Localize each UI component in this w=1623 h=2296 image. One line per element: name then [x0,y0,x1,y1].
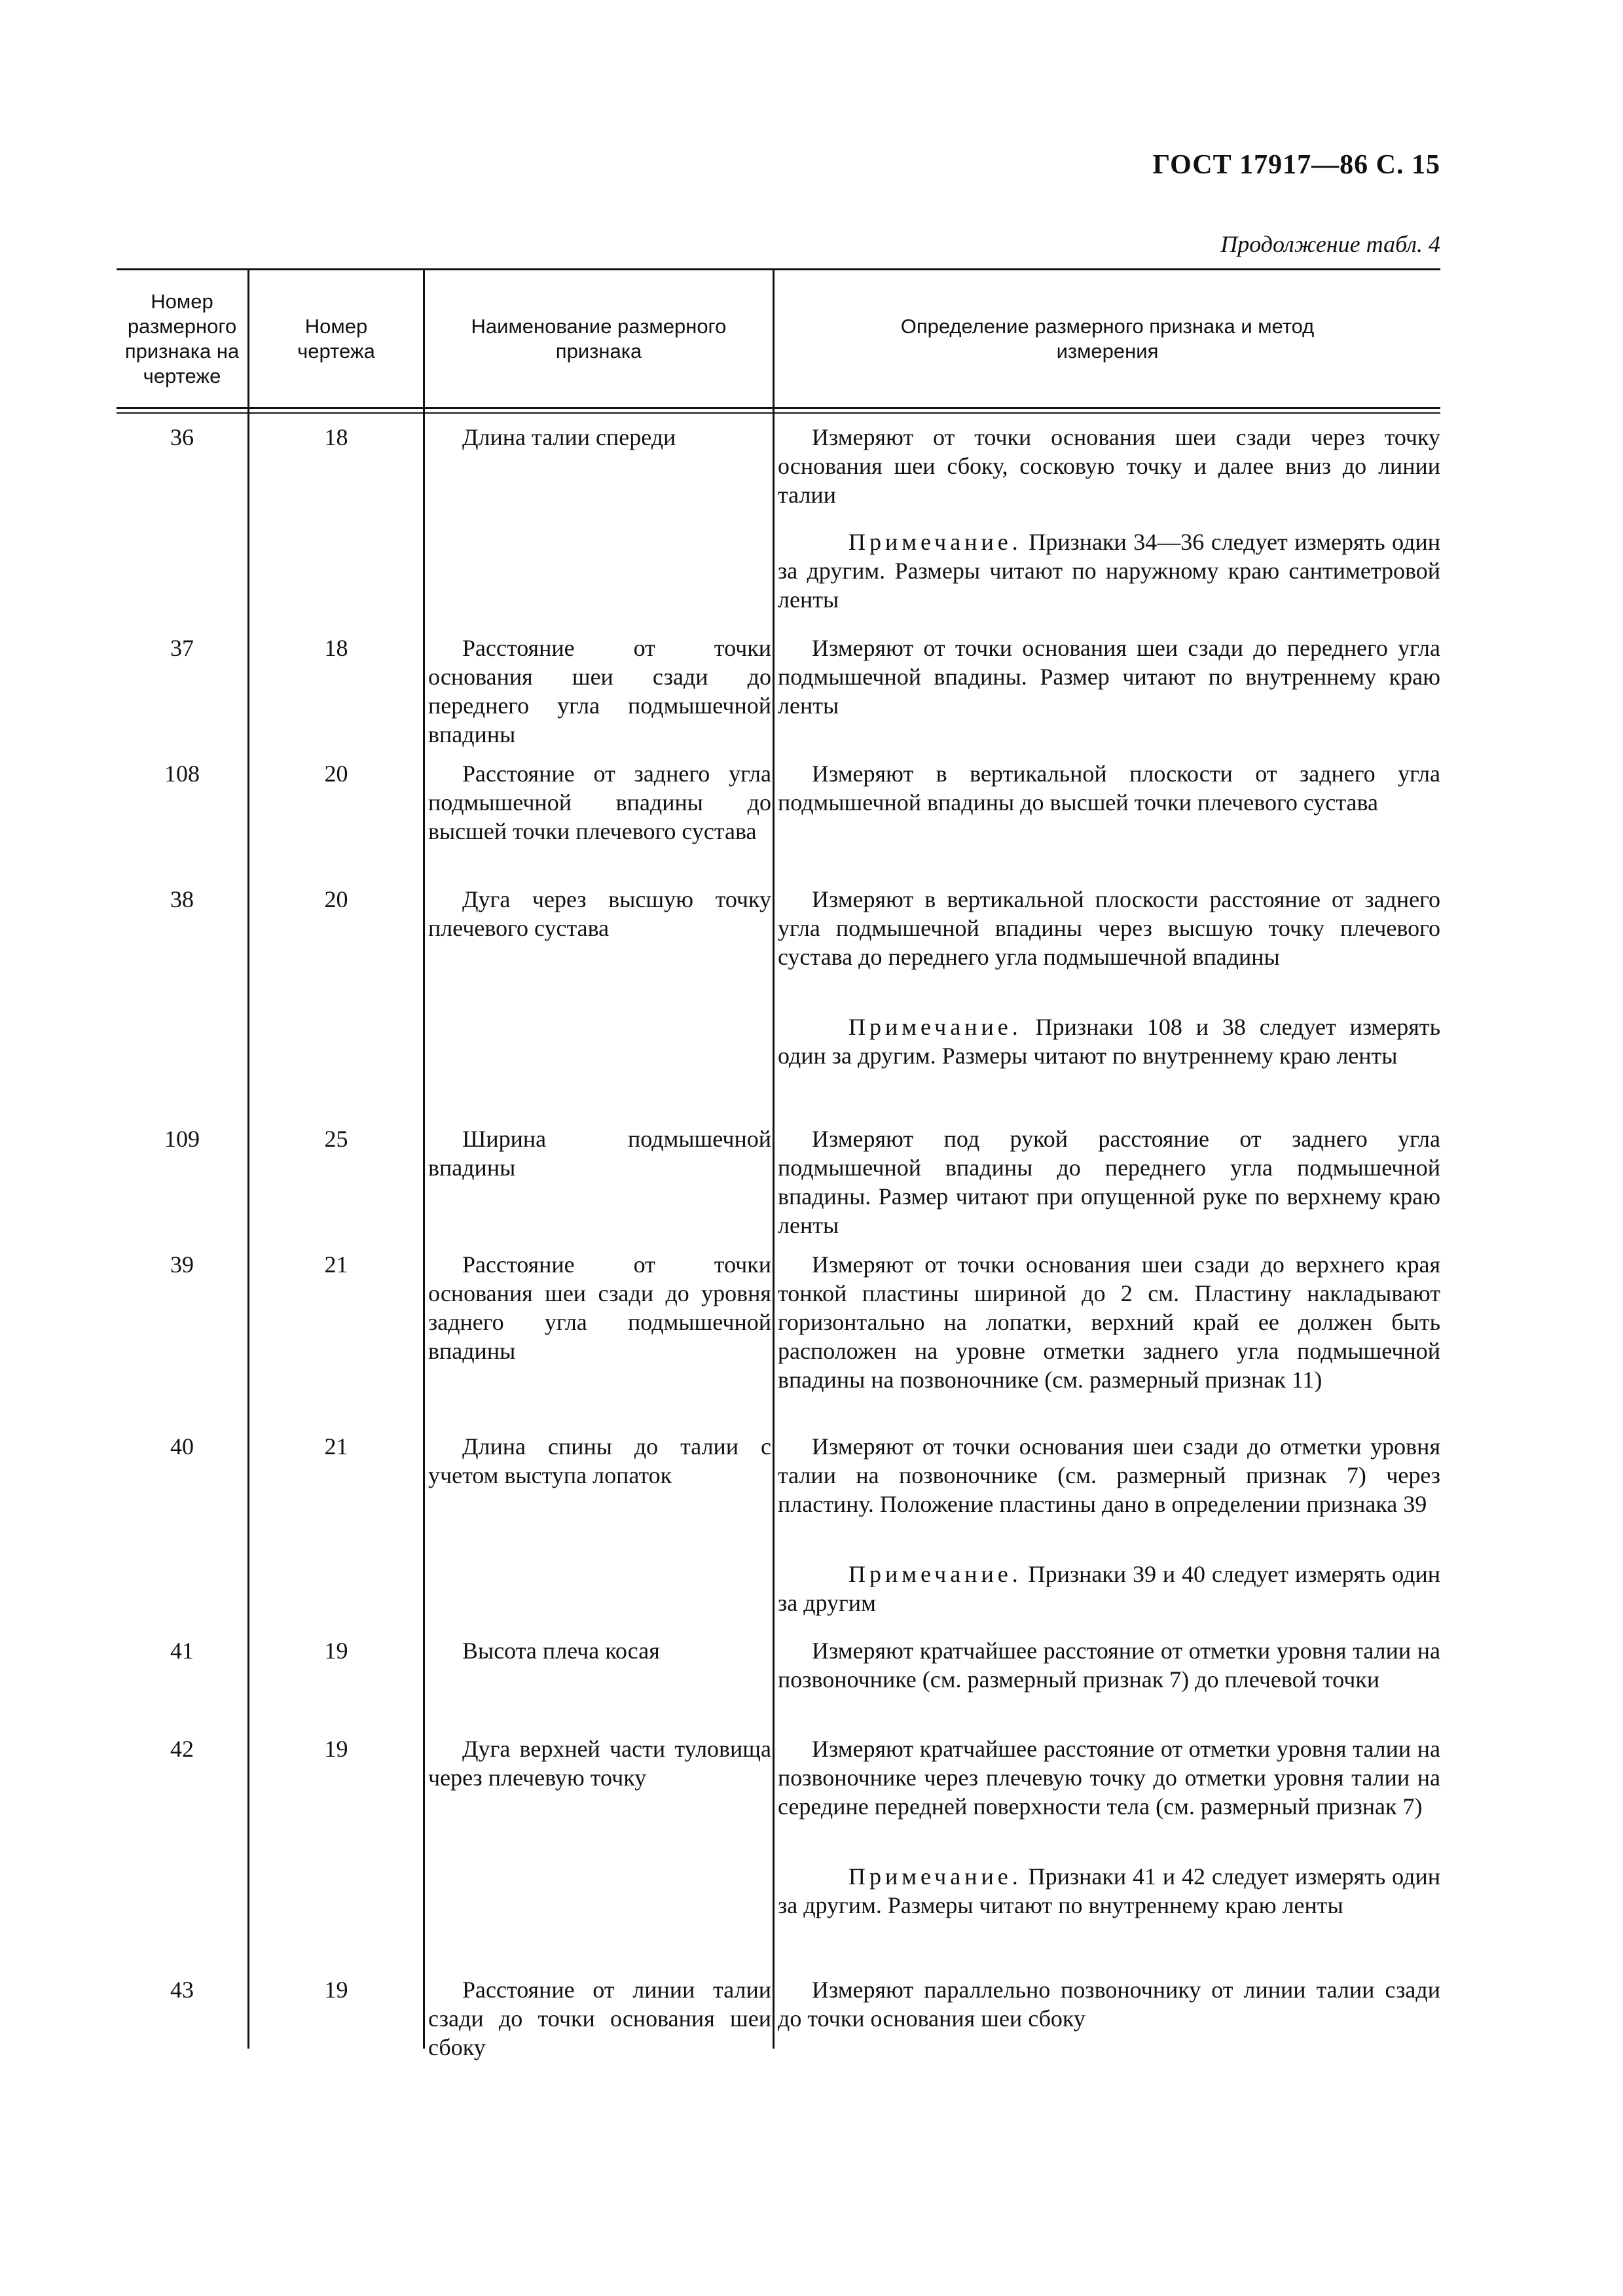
sign-number: 36 [170,424,194,450]
note-label: Примечание. [848,529,1022,555]
col-divider [423,268,425,2049]
sign-number: 38 [170,886,194,912]
sign-name: Расстояние от заднего угла подмышечной впадины до высшей точки плечевого сустава [428,761,771,844]
sign-name: Длина талии спереди [462,424,676,450]
drawing-number: 25 [324,1126,348,1152]
sign-name: Дуга через высшую точку плечевого сустава [428,886,771,941]
col-divider [247,268,249,2049]
sign-name: Дуга верхней части туловища через плечевую точку [428,1736,771,1791]
col-header-definition: Определение размерного признака и метод измерения [900,314,1315,363]
sign-name: Высота плеча косая [462,1638,660,1664]
note-text: Признаки 34—36 следует измерять один за другим. Размеры читают по наружному краю сантиметровой ленты [778,529,1440,613]
sign-definition: Измеряют в вертикальной плоскости расстояние от заднего угла подмышечной впадины через высшую точку плечевого сустава до переднего угла подмышечной впадины [778,886,1440,970]
measurements-table [117,268,1440,2060]
sign-name: Расстояние от линии талии сзади до точки основания шеи сбоку [428,1977,771,2060]
sign-note [775,1560,1440,1617]
sign-name: Ширина подмышечной впадины [428,1126,771,1181]
sign-definition: Измеряют в вертикальной плоскости от заднего угла подмышечной впадины до высшей точки плечевого сустава [778,761,1440,816]
sign-number: 40 [170,1433,194,1460]
sign-definition: Измеряют от точки основания шеи сзади до переднего угла подмышечной впадины. Размер читают по внутреннему краю ленты [778,635,1440,719]
sign-number: 43 [170,1977,194,2003]
sign-definition: Измеряют от точки основания шеи сзади через точку основания шеи сбоку, сосковую точку и далее вниз до линии талии [778,424,1440,508]
drawing-number: 18 [324,635,348,661]
sign-definition: Измеряют кратчайшее расстояние от отметки уровня талии на позвоночнике (см. размерный признак 7) до плечевой точки [778,1638,1440,1693]
sign-number: 37 [170,635,194,661]
table-continuation-label: Продолжение табл. 4 [1220,231,1440,257]
note-text: Признаки 41 и 42 следует измерять один за другим. Размеры читают по внутреннему краю ленты [778,1863,1440,1918]
drawing-number: 21 [324,1251,348,1278]
sign-definition: Измеряют от точки основания шеи сзади до верхнего края тонкой пластины шириной до 2 см. Пластину накладывают горизонтально на лопатки, верхний край ее должен быть расположен на уровне отметки заднего угла подмышечной впадины на позвоночнике (см. размерный признак 11) [778,1251,1440,1393]
drawing-number: 20 [324,886,348,912]
page-header: ГОСТ 17917—86 С. 15 [1152,150,1440,180]
col-header-drawing-number: Номер чертежа [297,314,375,363]
sign-definition: Измеряют параллельно позвоночнику от линии талии сзади до точки основания шеи сбоку [778,1977,1440,2032]
sign-number: 39 [170,1251,194,1278]
drawing-number: 19 [324,1977,348,2003]
header-rule-second [117,412,1440,414]
sign-number: 109 [164,1126,200,1152]
sign-number: 41 [170,1638,194,1664]
sign-definition: Измеряют под рукой расстояние от заднего угла подмышечной впадины до переднего угла подмышечной впадины. Размер читают при опущенной руке по верхнему краю ленты [778,1126,1440,1238]
col-header-sign-number: Номер размерного признака на чертеже [124,289,240,387]
sign-definition: Измеряют кратчайшее расстояние от отметки уровня талии на позвоночнике через плечевую точку до отметки уровня талии на середине передней поверхности тела (см. размерный признак 7) [778,1736,1440,1820]
note-text: Признаки 108 и 38 следует измерять один за другим. Размеры читают по внутреннему краю ленты [778,1014,1440,1069]
drawing-number: 21 [324,1433,348,1460]
sign-note [775,1013,1440,1070]
sign-name: Расстояние от точки основания шеи сзади до переднего угла подмышечной впадины [428,635,771,747]
sign-definition: Измеряют от точки основания шеи сзади до отметки уровня талии на позвоночнике (см. размерный признак 7) через пластину. Положение пластины дано в определении признака 39 [778,1433,1440,1517]
sign-note [775,528,1440,614]
sign-name: Расстояние от точки основания шеи сзади до уровня заднего угла подмышечной впадины [428,1251,771,1364]
note-label: Примечание. [848,1561,1022,1587]
sign-number: 42 [170,1736,194,1762]
drawing-number: 19 [324,1736,348,1762]
note-label: Примечание. [848,1014,1022,1040]
sign-number: 108 [164,761,200,787]
sign-name: Длина спины до талии с учетом выступа лопаток [428,1433,771,1488]
note-text: Признаки 39 и 40 следует измерять один за другим [778,1561,1440,1616]
drawing-number: 19 [324,1638,348,1664]
drawing-number: 18 [324,424,348,450]
col-header-sign-name: Наименование размерного признака [471,314,727,363]
sign-note [775,1862,1440,1920]
note-label: Примечание. [848,1863,1022,1890]
drawing-number: 20 [324,761,348,787]
col-divider [773,268,775,2049]
